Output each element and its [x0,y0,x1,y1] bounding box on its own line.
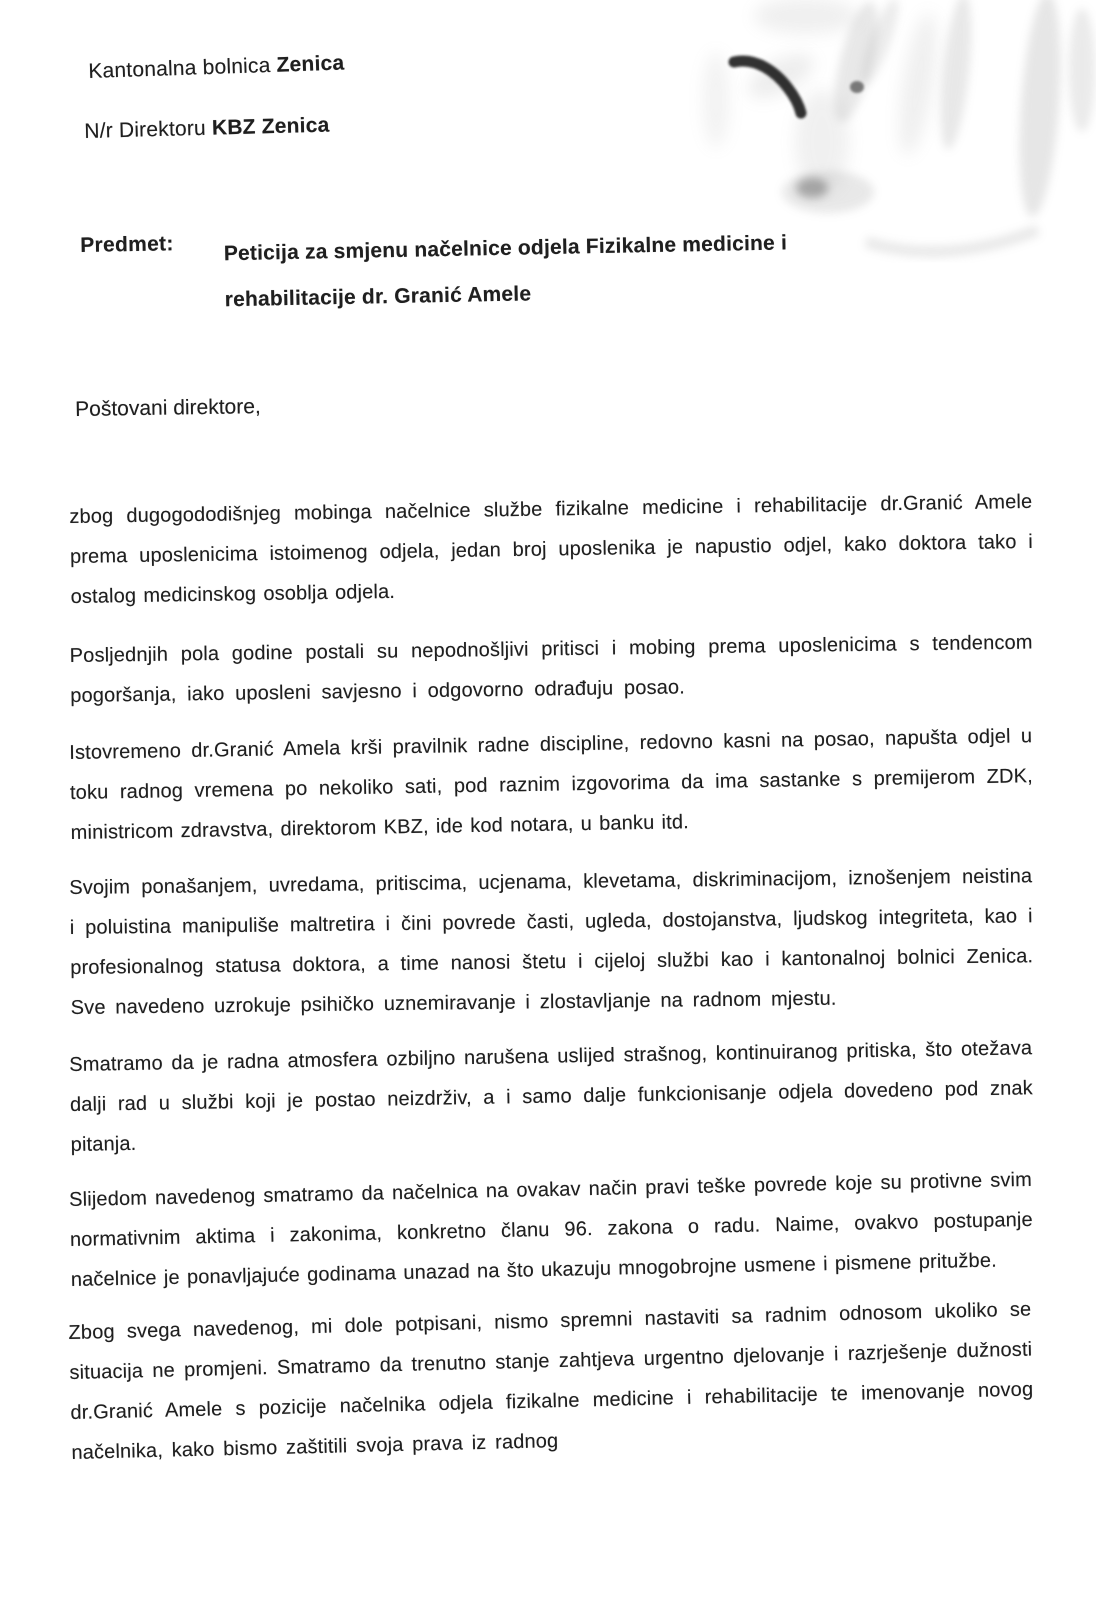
letter-body [68,490,1034,1488]
recipient-hospital-city: Zenica [276,51,345,77]
body-paragraph-6: Slijedom navedenog smatramo da načelnica na ovakav način pravi teške povrede koje su protivne svim normativnim aktima i zakonima, konkretno članu 96. zakona o radu. Naime, ovakvo postupanje načelnice je ponavljajuće godinama unazad na što ukazuju mnogobrojne usmene i pismene pritužbe. [68,1168,1034,1291]
recipient-line-hospital [88,52,345,84]
subject-label: Predmet: [80,232,174,257]
body-paragraph-3: Istovremeno dr.Granić Amela krši pravilnik radne discipline, redovno kasni na posao, napušta odjel u toku radnog vremena po nekoliko sati, pod raznim izgovorima da ima sastanke s premijerom ZDK, ministricom zdravstva, direktorom KBZ, ide kod notara, u banku itd. [69,725,1034,844]
body-paragraph-5: Smatramo da je radna atmosfera ozbiljno narušena uslijed strašnog, kontinuiranog pritiska, što otežava dalji rad u službi koji je postao neizdrživ, a i samo dalje funkcionisanje odjela dovedeno pod znak pitanja. [69,1037,1034,1156]
salutation: Poštovani direktore, [75,395,261,421]
recipient-director-text: N/r Direktoru [84,116,213,143]
subject-block [80,219,885,326]
body-paragraph-7: Zbog svega navedenog, mi dole potpisani, nismo spremni nastaviti sa radnim odnosom ukoliko se situacija ne promjeni. Smatramo da trenutno stanje zahtjeva urgentno djelovanje i razrješenje dužnosti dr.Granić Amele s pozicije načelnika odjela fizikalne medicine i rehabilitacije te imenovanje novog načelnika, kako bismo zaštitili svoja prava iz radnog [68,1298,1034,1464]
recipient-line-director [84,114,330,144]
body-paragraph-4: Svojim ponašanjem, uvredama, pritiscima, ucjenama, klevetama, diskriminacijom, iznošenjem neistina i poluistina manipuliše maltretira i čini povrede časti, ugleda, dostojanstva, ljudskog integriteta, kao i profesionalnog statusa doktora, a time nanosi štetu i cijeloj službi kao i kantonalnoj bolnici Zenica. Sve navedeno uzrokuje psihičko uznemiravanje i zlostavljanje na radnom mjestu. [69,865,1034,1019]
body-paragraph-1: zbog dugogododišnjeg mobinga načelnice službe fizikalne medicine i rehabilitacije dr.Granić Amele prema uposlenicima istoimenog odjela, jedan broj uposlenika je napustio odjel, kako doktora tako i ostalog medicinskog osoblja odjela. [69,490,1034,608]
body-paragraph-2: Posljednjih pola godine postali su nepodnošljivi pritisci i mobing prema uposlenicima s tendencom pogoršanja, iako uposleni savjesno i odgovorno odrađuju posao. [69,631,1033,707]
recipient-director-org: KBZ Zenica [211,113,330,140]
subject-text: Peticija za smjenu načelnice odjela Fizikalne medicine i rehabilitacije dr. Granić Amele [223,231,788,312]
recipient-hospital-text: Kantonalna bolnica [88,53,277,83]
